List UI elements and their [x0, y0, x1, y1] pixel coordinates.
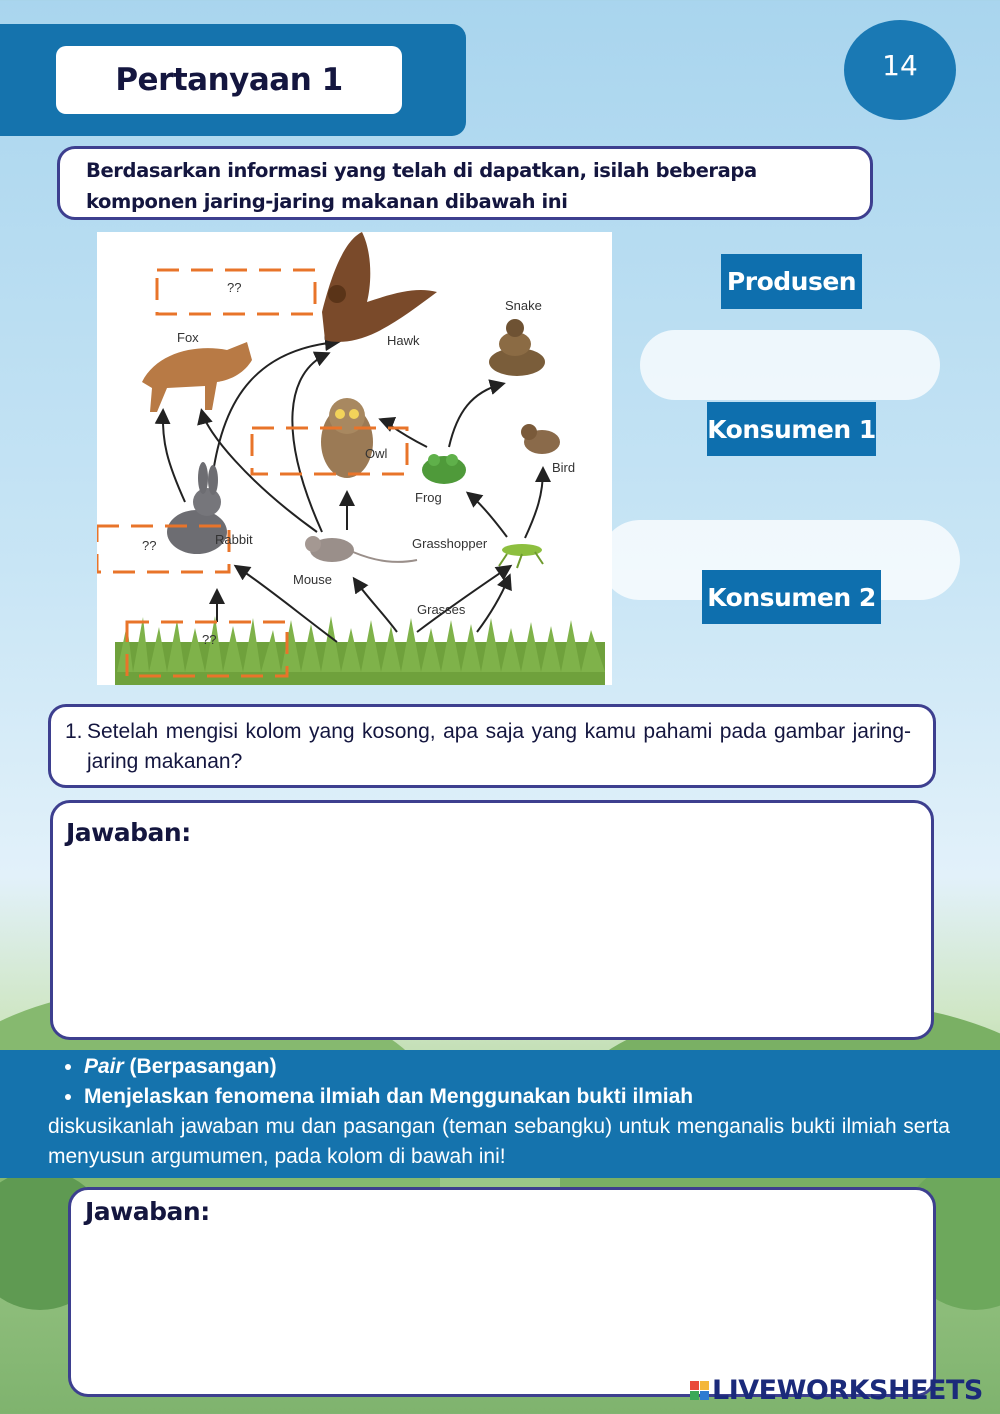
fox-label: Fox	[177, 330, 199, 345]
page-title: Pertanyaan 1	[115, 62, 343, 98]
bird-illustration	[521, 424, 560, 454]
hawk-label: Hawk	[387, 333, 420, 348]
owl-illustration	[321, 398, 373, 478]
activity-band	[0, 1050, 1000, 1178]
liveworksheets-logo-icon	[690, 1381, 709, 1400]
arrow	[382, 420, 427, 447]
activity-item-skill: • Menjelaskan fenomena ilmiah dan Menggunakan bukti ilmiah	[84, 1082, 950, 1112]
food-web-diagram	[97, 232, 612, 685]
konsumen2-label[interactable]: Konsumen 2	[702, 570, 881, 624]
instruction-box: Berdasarkan informasi yang telah di dapatkan, isilah beberapa komponen jaring-jaring makanan dibawah ini	[57, 146, 873, 220]
background-cloud	[640, 330, 940, 400]
blank-placeholder: ??	[227, 280, 242, 295]
arrow	[417, 567, 509, 632]
arrow	[525, 470, 543, 538]
arrow	[469, 494, 507, 537]
grasshopper-label: Grasshopper	[412, 536, 488, 551]
grasses-label: Grasses	[417, 602, 466, 617]
bird-label: Bird	[552, 460, 576, 475]
question-number: 1.	[65, 720, 83, 743]
owl-label: Owl	[365, 446, 388, 461]
activity-item-pair	[84, 1052, 950, 1082]
pair-italic: Pair	[84, 1055, 124, 1078]
frog-illustration	[422, 454, 466, 484]
blank-placeholder: ??	[202, 632, 217, 647]
question-text: Setelah mengisi kolom yang kosong, apa saja yang kamu pahami pada gambar jaring-jaring makanan?	[87, 720, 911, 773]
answer-label-2: Jawaban:	[85, 1197, 210, 1226]
pair-rest: (Berpasangan)	[123, 1055, 277, 1078]
activity-paragraph: diskusikanlah jawaban mu dan pasangan (teman sebangku) untuk menganalis bukti ilmiah serta menyusun argumumen, pada kolom di bawah ini!	[48, 1115, 950, 1168]
watermark-text: LIVEWORKSHEETS	[712, 1374, 983, 1406]
konsumen1-label[interactable]: Konsumen 1	[707, 402, 876, 456]
arrow	[449, 384, 502, 447]
mouse-illustration	[305, 536, 417, 562]
answer-label-1: Jawaban:	[66, 818, 191, 847]
activity-list	[48, 1052, 950, 1112]
produsen-label[interactable]: Produsen	[721, 254, 862, 309]
arrow	[163, 412, 185, 502]
rabbit-label: Rabbit	[215, 532, 253, 547]
blank-placeholder: ??	[142, 538, 157, 553]
arrow	[355, 580, 397, 632]
grasshopper-illustration	[499, 544, 543, 568]
hawk-illustration	[322, 232, 437, 342]
question-box	[48, 704, 936, 788]
mouse-label: Mouse	[293, 572, 333, 587]
title-box	[56, 46, 402, 114]
snake-label: Snake	[505, 298, 542, 313]
liveworksheets-watermark	[690, 1372, 983, 1408]
snake-illustration	[489, 319, 545, 376]
page-number-badge: 14	[844, 20, 956, 120]
frog-label: Frog	[415, 490, 442, 505]
